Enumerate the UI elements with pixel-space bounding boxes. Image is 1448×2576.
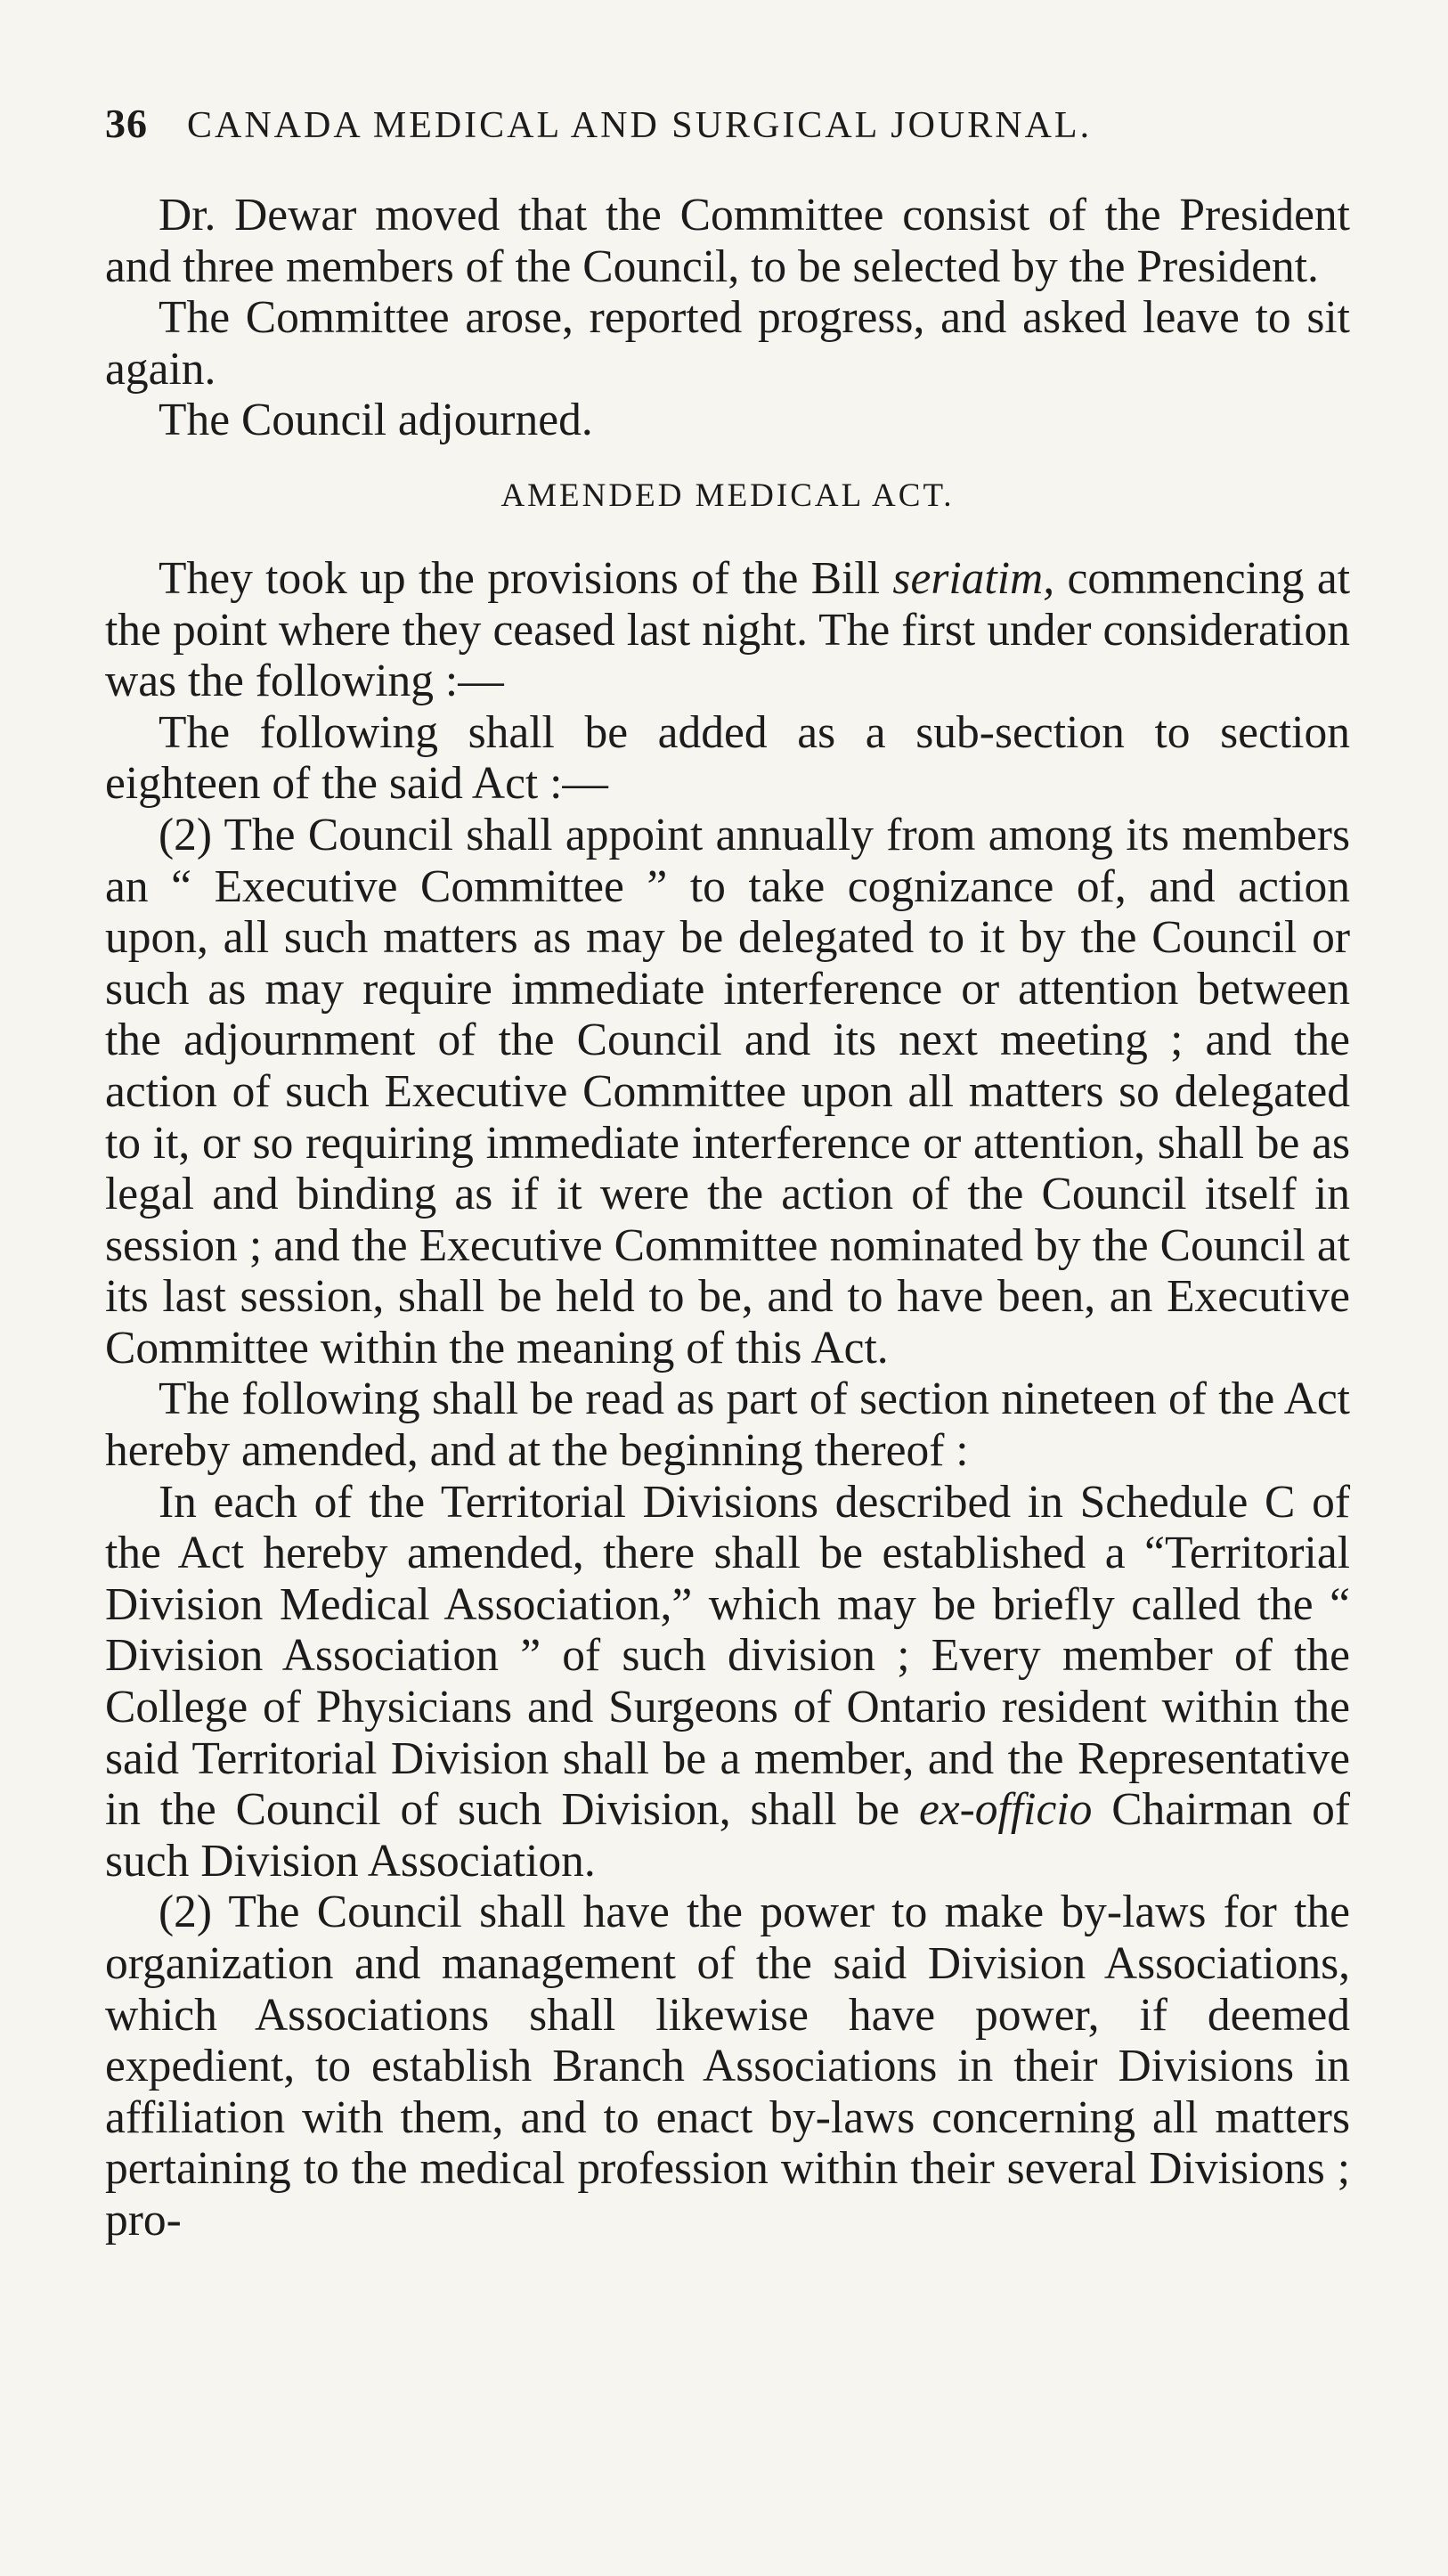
running-head	[105, 100, 1350, 147]
section-heading: AMENDED MEDICAL ACT.	[500, 477, 955, 514]
text-run: commencing at the point where they ceased last night. The first under consideration was the following :—	[105, 552, 1351, 707]
text-run: In each of the Territorial Divisions described in Schedule C of the Act hereby amended, there shall be established a “Territorial Division Medical Association,” which may be briefly called the “ Division Association ” of such division ; Every member of the College of Physicians and Surgeons of Ontario resident within the said Territorial Division shall be a member, and the Representative in the Council of such Division, shall be	[105, 1476, 1350, 1836]
paragraph-committee-arose: The Committee arose, reported progress, and asked leave to sit again.	[105, 292, 1350, 395]
paragraph-executive-committee: (2) The Council shall appoint annually from among its members an “ Executive Committee ” to take cognizance of, and action upon, all such matters as may be delegated to it by the Council or such as may require immediate interference or attention between the adjournment of the Council and its next meeting ; and the action of such Executive Committee upon all matters so delegated to it, or so requiring immediate interference or attention, shall be as legal and binding as if it were the action of the Council itself in session ; and the Executive Committee nominated by the Council at its last session, shall be held to be, and to have been, an Executive Committee within the meaning of this Act.	[105, 809, 1350, 1374]
paragraph-bylaws-power: (2) The Council shall have the power to make by-laws for the organization and management of the said Division Associations, which Associations shall likewise have power, if deemed expedient, to establish Branch Associations in their Divisions in affiliation with them, and to enact by-laws concerning all matters pertaining to the medical profession within their several Divisions ; pro-	[105, 1887, 1350, 2246]
paragraph-territorial-divisions	[105, 1477, 1350, 1887]
italic-term: ex-officio	[918, 1784, 1093, 1836]
italic-term: seriatim,	[892, 552, 1055, 604]
journal-title: CANADA MEDICAL AND SURGICAL JOURNAL.	[187, 105, 1093, 146]
paragraph-council-adjourned: The Council adjourned.	[159, 395, 593, 446]
paragraph-section-nineteen: The following shall be read as part of section nineteen of the Act hereby amended, and at the beginning thereof :	[105, 1374, 1350, 1477]
paragraph-bill-seriatim	[105, 553, 1350, 707]
text-run: They took up the provisions of the Bill	[159, 552, 893, 604]
paragraph-committee-motion: Dr. Dewar moved that the Committee consist of the President and three members of the Council, to be selected by the President.	[105, 190, 1350, 292]
paragraph-subsection-added: The following shall be added as a sub-section to section eighteen of the said Act :—	[105, 706, 1350, 810]
text-run: Chairman of such Division Association.	[105, 1784, 1350, 1887]
article-body	[105, 190, 1350, 2246]
page-number: 36	[105, 101, 148, 146]
